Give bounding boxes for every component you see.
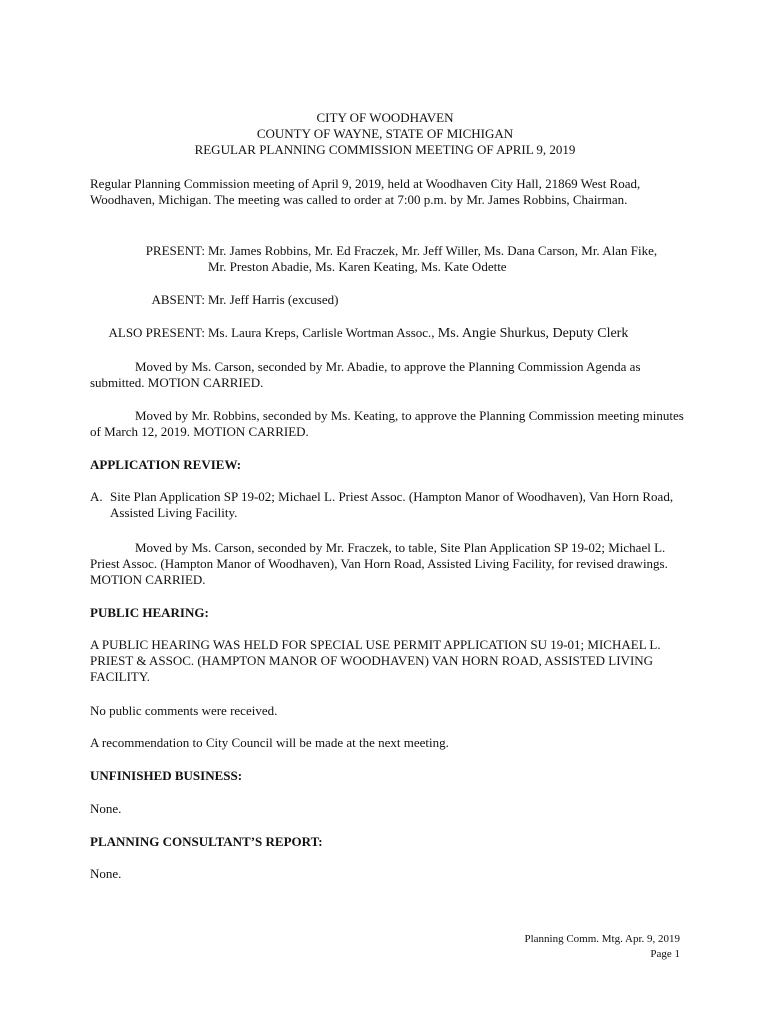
minutes-motion: Moved by Mr. Robbins, seconded by Ms. Keating, to approve the Planning Commission meeting minutes of March 12, 2019. MOTION CARRIED.	[90, 408, 684, 439]
consultant-report-text: None.	[90, 866, 122, 881]
unfinished-business-heading: UNFINISHED BUSINESS:	[90, 768, 243, 783]
application-item-text: Site Plan Application SP 19-02; Michael L. Priest Assoc. (Hampton Manor of Woodhaven), Van Horn Road, Assisted Living Facility.	[110, 489, 674, 520]
header-county: COUNTY OF WAYNE, STATE OF MICHIGAN	[256, 126, 514, 141]
header-city: CITY OF WOODHAVEN	[316, 110, 454, 125]
application-item	[90, 489, 690, 523]
present-value: Mr. James Robbins, Mr. Ed Fraczek, Mr. Jeff Willer, Ms. Dana Carson, Mr. Alan Fike, Mr. Preston Abadie, Ms. Karen Keating, Ms. Kate Odette	[208, 243, 658, 274]
consultant-report-heading: PLANNING CONSULTANT’S REPORT:	[90, 834, 323, 849]
document-header	[0, 110, 770, 158]
also-present-label: ALSO PRESENT:	[108, 325, 205, 340]
application-review-heading: APPLICATION REVIEW:	[90, 457, 242, 472]
public-hearing-heading: PUBLIC HEARING:	[90, 605, 209, 620]
also-present-consultant: Ms. Laura Kreps, Carlisle Wortman Assoc.,	[208, 325, 438, 340]
also-present-clerk: Ms. Angie Shurkus, Deputy Clerk	[437, 326, 629, 341]
public-comments: No public comments were received.	[90, 703, 278, 718]
present-label: PRESENT:	[145, 243, 205, 258]
unfinished-business-text: None.	[90, 801, 122, 816]
intro-paragraph: Regular Planning Commission meeting of April 9, 2019, held at Woodhaven City Hall, 21869 West Road, Woodhaven, Michigan. The meeting was called to order at 7:00 p.m. by Mr. James Robbins, Chairman.	[90, 176, 641, 207]
absent-label: ABSENT:	[151, 292, 205, 307]
also-present-value	[208, 325, 678, 342]
absent-value: Mr. Jeff Harris (excused)	[208, 292, 339, 307]
application-motion: Moved by Ms. Carson, seconded by Mr. Fraczek, to table, Site Plan Application SP 19-02; Michael L. Priest Assoc. (Hampton Manor of Woodhaven), Van Horn Road, Assisted Living Facility, for revised drawings. MOTION CARRIED.	[90, 540, 668, 587]
agenda-motion: Moved by Ms. Carson, seconded by Mr. Abadie, to approve the Planning Commission Agenda as submitted. MOTION CARRIED.	[90, 359, 641, 390]
footer-meeting-ref: Planning Comm. Mtg. Apr. 9, 2019	[524, 933, 680, 945]
page-footer	[524, 932, 680, 962]
recommendation: A recommendation to City Council will be made at the next meeting.	[90, 735, 449, 750]
public-hearing-text: A PUBLIC HEARING WAS HELD FOR SPECIAL USE PERMIT APPLICATION SU 19-01; MICHAEL L. PRIEST & ASSOC. (HAMPTON MANOR OF WOODHAVEN) VAN HORN ROAD, ASSISTED LIVING FACILITY.	[90, 637, 661, 684]
application-item-letter: A.	[90, 489, 103, 504]
header-meeting-title: REGULAR PLANNING COMMISSION MEETING OF APRIL 9, 2019	[194, 142, 576, 157]
footer-page-number: Page 1	[650, 948, 680, 960]
